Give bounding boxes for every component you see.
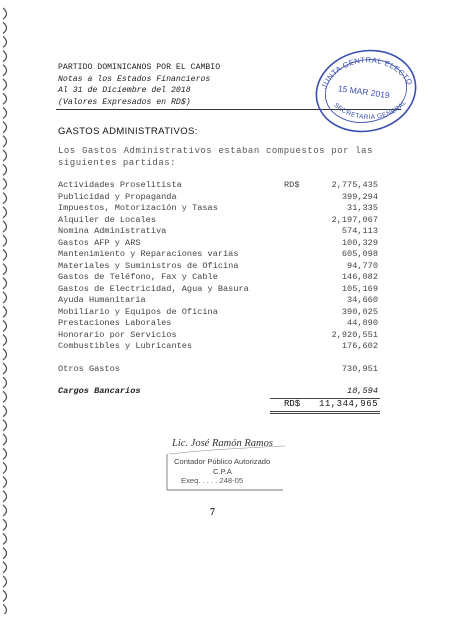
total-amount: 11,344,965: [318, 399, 378, 409]
expense-label: Actividades Proselitista: [58, 180, 182, 190]
other-expenses-label: Otros Gastos: [58, 364, 120, 374]
binding-ring: [3, 193, 7, 204]
expense-row: [58, 330, 378, 342]
expense-label: Gastos de Teléfono, Fax y Cable: [58, 272, 218, 282]
total-double-rule-2: [270, 413, 380, 414]
expense-label: Publicidad y Propaganda: [58, 191, 177, 202]
intro-word: estaban: [218, 146, 260, 156]
expense-row: [58, 272, 378, 284]
seal-date-text: 15 MAR 2019: [337, 83, 391, 101]
expense-amount: 574,113: [341, 226, 378, 236]
binding-ring: [3, 122, 7, 133]
binding-ring: [3, 477, 7, 488]
organization-name: PARTIDO DOMINICANOS POR EL CAMBIO: [58, 63, 221, 72]
intro-paragraph: [58, 146, 373, 169]
binding-ring: [3, 107, 7, 118]
expense-list: [58, 180, 378, 353]
expense-amount: 390,025: [341, 306, 378, 317]
binding-ring: [3, 533, 7, 544]
binding-ring: [3, 548, 7, 559]
header-block: [58, 62, 220, 108]
expense-label: Mobiliario y Equipos de Oficina: [58, 306, 218, 317]
svg-text:SECRETARIA GENERAL: [332, 99, 408, 121]
binding-ring: [3, 264, 7, 275]
bank-charges-row: [58, 386, 378, 398]
binding-ring: [3, 491, 7, 502]
intro-line-1: [58, 146, 373, 158]
binding-ring: [3, 150, 7, 161]
binding-ring: [3, 576, 7, 587]
bank-charges-label: Cargos Bancarios: [58, 386, 141, 396]
binding-ring: [3, 320, 7, 331]
expense-row: [58, 180, 378, 192]
intro-word: Los: [58, 146, 76, 156]
accountant-exequatur: Exeq. . . . . 248-05: [181, 476, 244, 485]
binding-ring: [3, 349, 7, 360]
expense-row: [58, 215, 378, 227]
binding-ring: [3, 406, 7, 417]
expense-row: [58, 284, 378, 296]
binding-ring: [3, 8, 7, 19]
seal-top-text: JUNTA CENTRAL ELECTO: [319, 55, 415, 91]
total-double-rule-1: [270, 411, 380, 412]
expense-amount: 399,294: [341, 191, 378, 202]
expense-currency: RD$: [284, 180, 300, 190]
expense-amount: 94,770: [347, 260, 378, 271]
binding-ring: [3, 136, 7, 147]
expense-row: [58, 249, 378, 261]
expense-label: Honorario por Servicios: [58, 329, 177, 340]
total-currency: RD$: [284, 399, 301, 409]
binding-ring: [3, 164, 7, 175]
other-expenses-row: [58, 364, 378, 376]
expense-amount: 2,775,435: [331, 180, 378, 190]
expense-label: Gastos de Electricidad, Agua y Basura: [58, 283, 249, 294]
expense-label: Combustibles y Lubricantes: [58, 341, 193, 351]
binding-ring: [3, 221, 7, 232]
expense-label: Materiales y Suministros de Oficina: [58, 260, 239, 271]
binding-ring: [3, 562, 7, 573]
expense-label: Impuestos, Motorización y Tasas: [58, 203, 218, 213]
expense-row: [58, 192, 378, 204]
intro-word: compuestos: [266, 146, 326, 156]
binding-ring: [3, 51, 7, 62]
expense-amount: 105,169: [341, 283, 378, 294]
currency-note: (Valores Expresados en RD$): [58, 97, 191, 107]
binding-ring: [3, 93, 7, 104]
binding-ring: [3, 278, 7, 289]
binding-ring: [3, 36, 7, 47]
binding-ring: [3, 462, 7, 473]
expense-amount: 605,098: [341, 249, 378, 259]
expense-row: [58, 341, 378, 353]
binding-ring: [3, 249, 7, 260]
binding-ring: [3, 22, 7, 33]
expense-label: Gastos AFP y ARS: [58, 237, 141, 248]
seal-graphic: [310, 45, 422, 135]
intro-word: las: [355, 146, 373, 156]
binding-ring: [3, 505, 7, 516]
expense-row: [58, 318, 378, 330]
seal-bottom-text: SECRETARIA GENERAL: [332, 99, 409, 122]
binding-ring: [3, 391, 7, 402]
binding-ring: [3, 335, 7, 346]
binding-ring: [3, 434, 7, 445]
expense-label: Mantenimiento y Reparaciones varias: [58, 249, 239, 259]
bank-charges-amount: 18,594: [347, 386, 378, 396]
binding-rings-graphic: [0, 0, 16, 614]
total-row: [270, 399, 378, 411]
binding-ring: [3, 420, 7, 431]
accountant-designation: C.P.A: [213, 467, 232, 476]
intro-word: Gastos: [81, 146, 118, 156]
accountant-title: Contador Público Autorizado: [174, 457, 271, 466]
expense-amount: 34,660: [347, 295, 378, 305]
binding-ring: [3, 292, 7, 303]
binding-ring: [3, 590, 7, 601]
binding-ring: [3, 448, 7, 459]
expense-row: [58, 261, 378, 273]
binding-ring: [3, 65, 7, 76]
binding-ring: [3, 306, 7, 317]
binding-ring: [3, 377, 7, 388]
spiral-binding: [0, 0, 16, 614]
document-date: Al 31 de Diciembre del 2018: [58, 86, 191, 95]
expense-label: Alquiler de Locales: [58, 214, 156, 225]
binding-ring: [3, 79, 7, 90]
expense-row: [58, 203, 378, 215]
expense-amount: 44,890: [347, 318, 378, 328]
expense-amount: 100,329: [341, 237, 378, 248]
expense-amount: 2,920,551: [331, 329, 378, 340]
official-seal-stamp: [310, 45, 422, 135]
binding-ring: [3, 235, 7, 246]
expense-amount: 146,082: [341, 272, 378, 282]
expense-row: [58, 295, 378, 307]
expense-amount: 2,197,067: [331, 214, 378, 225]
expense-amount: 31,335: [347, 203, 378, 213]
intro-word: Administrativos: [123, 146, 213, 156]
binding-ring: [3, 207, 7, 218]
binding-ring: [3, 363, 7, 374]
intro-word: por: [331, 146, 349, 156]
document-subtitle: Notas a los Estados Financieros: [58, 74, 211, 84]
binding-ring: [3, 604, 7, 614]
expense-label: Ayuda Humanitaria: [58, 295, 146, 305]
binding-ring: [3, 519, 7, 530]
intro-line-2: siguientes partidas:: [58, 157, 177, 168]
page-number: 7: [210, 507, 215, 518]
expense-row: [58, 238, 378, 250]
expense-row: [58, 226, 378, 238]
expense-label: Nomina Administrativa: [58, 226, 167, 236]
expense-amount: 176,602: [341, 341, 378, 351]
expense-label: Prestaciones Laborales: [58, 318, 172, 328]
expense-row: [58, 307, 378, 319]
binding-ring: [3, 178, 7, 189]
section-title: GASTOS ADMINISTRATIVOS:: [58, 126, 198, 137]
other-expenses-amount: 730,951: [341, 364, 378, 374]
accountant-signature-name: Lic. José Ramón Ramos: [172, 438, 273, 449]
